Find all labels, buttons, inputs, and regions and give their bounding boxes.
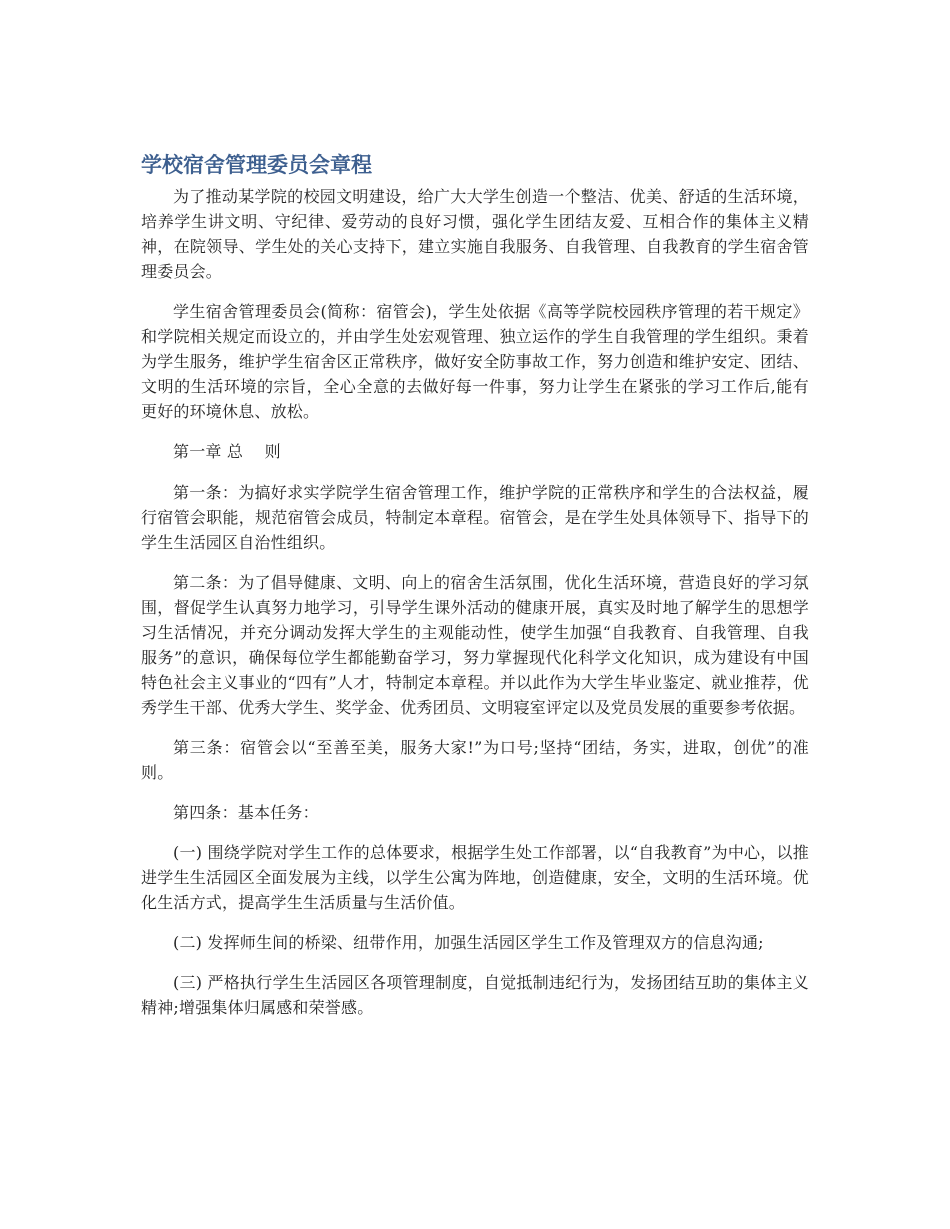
task-item-2: (二) 发挥师生间的桥梁、纽带作用，加强生活园区学生工作及管理双方的信息沟通;	[173, 933, 764, 952]
definition-paragraph: 学生宿舍管理委员会(简称：宿管会)，学生处依据《高等学院校园秩序管理的若干规定》和学院相关规定而设立的，并由学生处宏观管理、独立运作的学生自我管理的学生组织。秉着为学生服务，维护学生宿舍区正常秩序，做好安全防事故工作，努力创造和维护安定、团结、文明的生活环境的宗旨，全心全意的去做好每一件事，努力让学生在紧张的学习工作后,能有更好的环境休息、放松。	[141, 302, 809, 421]
intro-paragraph: 为了推动某学院的校园文明建设，给广大大学生创造一个整洁、优美、舒适的生活环境，培养学生讲文明、守纪律、爱劳动的良好习惯，强化学生团结友爱、互相合作的集体主义精神，在院领导、学生处的关心支持下，建立实施自我服务、自我管理、自我教育的学生宿舍管理委员会。	[141, 187, 809, 281]
document-title: 学校宿舍管理委员会章程	[141, 153, 372, 177]
document-body	[141, 150, 809, 1035]
article-1-paragraph: 第一条：为搞好求实学院学生宿舍管理工作，维护学院的正常秩序和学生的合法权益，履行宿管会职能，规范宿管会成员，特制定本章程。宿管会，是在学生处具体领导下、指导下的学生生活园区自治性组织。	[141, 483, 809, 552]
article-2-paragraph: 第二条：为了倡导健康、文明、向上的宿舍生活氛围，优化生活环境，营造良好的学习氛围，督促学生认真努力地学习，引导学生课外活动的健康开展，真实及时地了解学生的思想学习生活情况，并充分调动发挥大学生的主观能动性，使学生加强“自我教育、自我管理、自我服务”的意识，确保每位学生都能勤奋学习，努力掌握现代化科学文化知识，成为建设有中国特色社会主义事业的“四有”人才，特制定本章程。并以此作为大学生毕业鉴定、就业推荐，优秀学生干部、优秀大学生、奖学金、优秀团员、文明寝室评定以及党员发展的重要参考依据。	[141, 573, 809, 717]
article-4-paragraph: 第四条：基本任务：	[173, 803, 319, 822]
task-item-3: (三) 严格执行学生生活园区各项管理制度，自觉抵制违纪行为，发扬团结互助的集体主义精神;增强集体归属感和荣誉感。	[141, 973, 809, 1017]
task-item-1: (一) 围绕学院对学生工作的总体要求，根据学生处工作部署，以“自我教育”为中心，以推进学生生活园区全面发展为主线，以学生公寓为阵地，创造健康，安全，文明的生活环境。优化生活方式，提高学生生活质量与生活价值。	[141, 843, 809, 912]
article-3-paragraph: 第三条：宿管会以“至善至美，服务大家!”为口号;坚持“团结，务实，进取，创优”的准则。	[141, 738, 809, 782]
chapter-heading: 第一章 总 则	[173, 442, 281, 461]
